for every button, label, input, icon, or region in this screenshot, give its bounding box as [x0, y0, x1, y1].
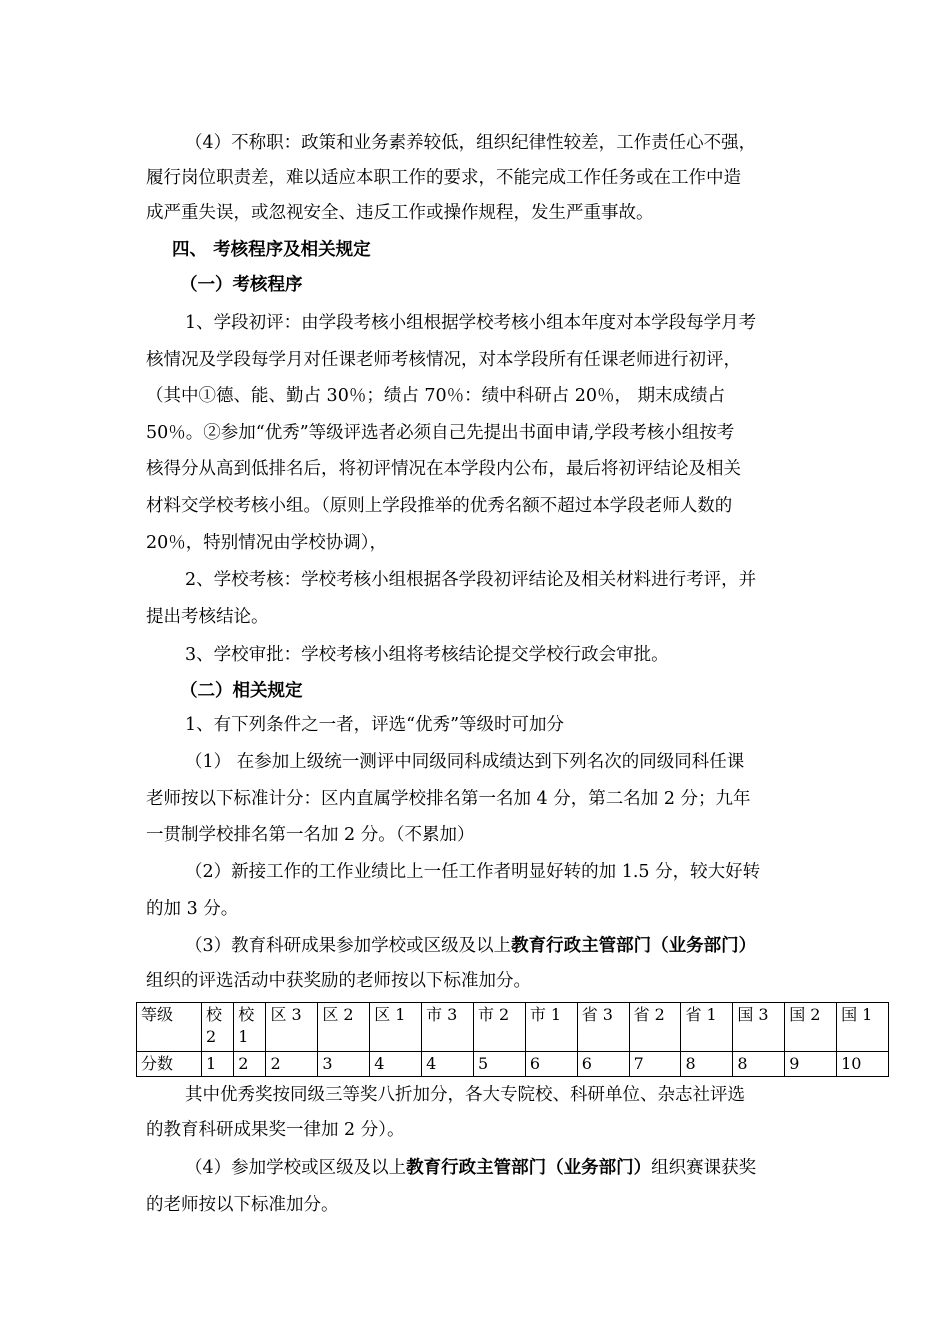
table-cell: 7	[629, 1052, 681, 1077]
paragraph-line: 核情况及学段每学月对任课老师考核情况，对本学段所有任课老师进行初评，	[146, 350, 741, 370]
bold-text: 教育行政主管部门（业务部门）	[511, 936, 757, 956]
paragraph-line	[185, 934, 855, 958]
table-cell: 市 1	[525, 1003, 577, 1052]
table-cell: 6	[577, 1052, 629, 1077]
table-cell: 5	[473, 1052, 525, 1077]
table-cell: 2	[266, 1052, 318, 1077]
paragraph-line: 的加 3 分。	[146, 899, 239, 919]
text-span: 组织赛课获奖	[651, 1158, 757, 1178]
table-cell: 国 2	[785, 1003, 837, 1052]
table-cell: 校 2	[202, 1003, 234, 1052]
table-cell: 3	[318, 1052, 370, 1077]
subsection-heading: （二）相关规定	[180, 681, 303, 701]
table-cell: 2	[234, 1052, 266, 1077]
table-cell: 市 2	[473, 1003, 525, 1052]
table-cell: 区 3	[266, 1003, 318, 1052]
table-cell: 9	[785, 1052, 837, 1077]
table-cell: 省 3	[577, 1003, 629, 1052]
table-row	[137, 1003, 889, 1052]
paragraph-line	[185, 1156, 855, 1180]
paragraph-line: 2、学校考核：学校考核小组根据各学段初评结论及相关材料进行考评，并	[185, 570, 757, 590]
paragraph-line: 提出考核结论。	[146, 607, 269, 627]
paragraph-line: （1） 在参加上级统一测评中同级同科成绩达到下列名次的同级同科任课	[185, 752, 745, 772]
table-cell: 4	[422, 1052, 474, 1077]
table-cell: 国 1	[837, 1003, 889, 1052]
table-header-cell: 分数	[137, 1052, 202, 1077]
paragraph-line: （其中①德、能、勤占 30％；绩占 70％：绩中科研占 20％， 期末成绩占	[146, 386, 726, 406]
paragraph-line: 的老师按以下标准加分。	[146, 1195, 339, 1215]
table-cell: 1	[202, 1052, 234, 1077]
paragraph-line: 的教育科研成果奖一律加 2 分）。	[146, 1120, 405, 1140]
paragraph-line: 1、有下列条件之一者，评选“优秀”等级时可加分	[185, 715, 565, 735]
table-row	[137, 1052, 889, 1077]
table-cell: 国 3	[733, 1003, 785, 1052]
table-cell: 6	[525, 1052, 577, 1077]
table-cell: 8	[733, 1052, 785, 1077]
paragraph-line: 成严重失误，或忽视安全、违反工作或操作规程，发生严重事故。	[146, 203, 654, 223]
score-table	[136, 1002, 889, 1077]
text-span: （4）参加学校或区级及以上	[185, 1158, 407, 1178]
subsection-heading: （一）考核程序	[180, 275, 303, 295]
paragraph-line: 履行岗位职责差，难以适应本职工作的要求，不能完成工作任务或在工作中造	[146, 168, 741, 188]
table-cell: 区 2	[318, 1003, 370, 1052]
paragraph-line: 核得分从高到低排名后，将初评情况在本学段内公布，最后将初评结论及相关	[146, 459, 741, 479]
paragraph-line: 1、学段初评：由学段考核小组根据学校考核小组本年度对本学段每学月考	[185, 313, 757, 333]
table-cell: 校 1	[234, 1003, 266, 1052]
paragraph-line: 组织的评选活动中获奖励的老师按以下标准加分。	[146, 971, 531, 991]
table-cell: 10	[837, 1052, 889, 1077]
paragraph-line: 3、学校审批：学校考核小组将考核结论提交学校行政会审批。	[185, 645, 669, 665]
table-cell: 4	[370, 1052, 422, 1077]
paragraph-line: 其中优秀奖按同级三等奖八折加分，各大专院校、科研单位、杂志社评选	[185, 1085, 745, 1105]
paragraph-line: 老师按以下标准计分：区内直属学校排名第一名加 4 分，第二名加 2 分；九年	[146, 789, 751, 809]
paragraph-line: 材料交学校考核小组。（原则上学段推举的优秀名额不超过本学段老师人数的	[146, 496, 733, 516]
section-heading: 四、 考核程序及相关规定	[172, 240, 371, 260]
paragraph-line: （4）不称职：政策和业务素养较低，组织纪律性较差，工作责任心不强，	[185, 133, 757, 153]
paragraph-line: （2）新接工作的工作业绩比上一任工作者明显好转的加 1.5 分，较大好转	[185, 862, 761, 882]
table-cell: 区 1	[370, 1003, 422, 1052]
table-header-cell: 等级	[137, 1003, 202, 1052]
paragraph-line: 50％。②参加“优秀”等级评选者必须自己先提出书面申请,学段考核小组按考	[146, 423, 735, 443]
paragraph-line: 20％，特别情况由学校协调），	[146, 533, 388, 553]
table-cell: 8	[681, 1052, 733, 1077]
table-cell: 省 2	[629, 1003, 681, 1052]
table-cell: 市 3	[422, 1003, 474, 1052]
bold-text: 教育行政主管部门（业务部门）	[406, 1158, 652, 1178]
table-cell: 省 1	[681, 1003, 733, 1052]
paragraph-line: 一贯制学校排名第一名加 2 分。（不累加）	[146, 825, 475, 845]
text-span: （3）教育科研成果参加学校或区级及以上	[185, 936, 512, 956]
